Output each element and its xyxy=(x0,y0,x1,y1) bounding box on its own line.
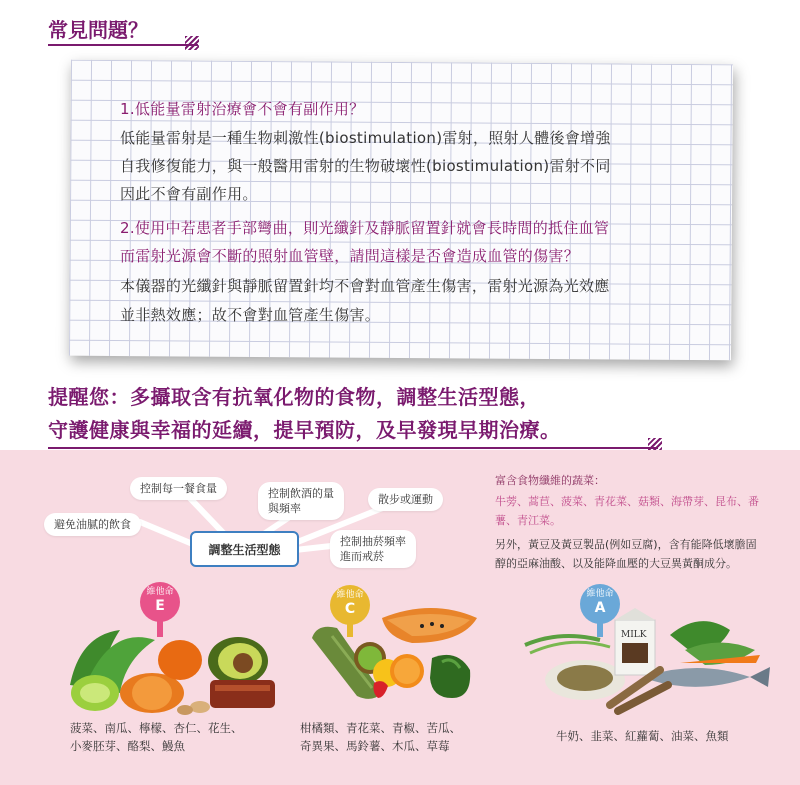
faq-answer-2-line-2: 並非熱效應；故不會對血管產生傷害。 xyxy=(120,306,381,324)
vitamin-e-title: 維他命 xyxy=(146,587,174,597)
faq-answer-1-line-3: 因此不會有副作用。 xyxy=(120,185,258,203)
vitamin-c-food-illustration xyxy=(292,598,492,708)
faq-title: 常見問題？ xyxy=(48,18,148,42)
bubble-smoking-text: 控制抽菸頻率 進而戒菸 xyxy=(340,535,406,563)
vitamin-a-title: 維他命 xyxy=(586,589,614,599)
faq-question-2-line-1: 2.使用中若患者手部彎曲，則光纖針及靜脈留置針就會長時間的抵住血管 xyxy=(120,219,610,237)
lifestyle-center: 調整生活型態 xyxy=(190,531,299,567)
bubble-avoid-greasy: 避免油膩的飲食 xyxy=(44,513,141,536)
vitamin-c-caption-2: 奇異果、馬鈴薯、木瓜、草莓 xyxy=(300,739,450,753)
vitamin-e-food-illustration xyxy=(60,615,290,715)
vitamin-c-title: 維他命 xyxy=(336,590,364,600)
fiber-note: 另外，黃豆及黃豆製品(例如豆腐)，含有能降低壞膽固醇的亞麻油酸、以及能降血壓的大豆異黃酮成分。 xyxy=(495,538,757,570)
bubble-smoking xyxy=(330,530,416,568)
faq-question-2-line-2: 而雷射光源會不斷的照射血管壁，請問這樣是否會造成血管的傷害？ xyxy=(120,247,580,265)
vitamin-c-letter: C xyxy=(344,601,356,617)
faq-answer-1-line-1: 低能量雷射是一種生物刺激性(biostimulation)雷射，照射人體後會增強 xyxy=(120,129,611,147)
faq-question-1: 1.低能量雷射治療會不會有副作用？ xyxy=(120,100,365,118)
bubble-walk: 散步或運動 xyxy=(368,488,443,511)
vitamin-a-letter: A xyxy=(594,600,606,616)
faq-answer-1-line-2: 自我修復能力，與一般醫用雷射的生物破壞性(biostimulation)雷射不同 xyxy=(120,157,611,175)
vitamin-a-food-illustration xyxy=(520,605,780,715)
reminder-line-2: 守護健康與幸福的延續，提早預防，及早發現早期治療。 xyxy=(48,418,561,442)
vitamin-a-caption-1: 牛奶、韭菜、紅蘿蔔、油菜、魚類 xyxy=(556,729,729,743)
vitamin-c-caption-1: 柑橘類、青花菜、青椒、苦瓜、 xyxy=(300,721,461,735)
bubble-meal-portion: 控制每一餐食量 xyxy=(130,477,227,500)
faq-answer-2-line-1: 本儀器的光纖針與靜脈留置針均不會對血管產生傷害，雷射光源為光效應 xyxy=(120,277,610,295)
bubble-alcohol xyxy=(258,482,344,520)
reminder-line-1: 提醒您：多攝取含有抗氧化物的食物，調整生活型態， xyxy=(48,385,540,409)
bubble-alcohol-text: 控制飲酒的量 與頻率 xyxy=(268,487,334,515)
vitamin-e-caption-1: 菠菜、南瓜、檸檬、杏仁、花生、 xyxy=(70,721,243,735)
fiber-list: 牛蒡、蒿苣、菠菜、青花菜、菇類、海帶芽、昆布、番薯、青江菜。 xyxy=(495,495,759,527)
milk-label: MILK xyxy=(621,630,647,640)
vitamin-e-caption-2: 小麥胚芽、酪梨、鰻魚 xyxy=(70,739,185,753)
vitamin-e-letter: E xyxy=(155,598,165,614)
fiber-title: 富含食物纖維的蔬菜： xyxy=(495,474,605,487)
